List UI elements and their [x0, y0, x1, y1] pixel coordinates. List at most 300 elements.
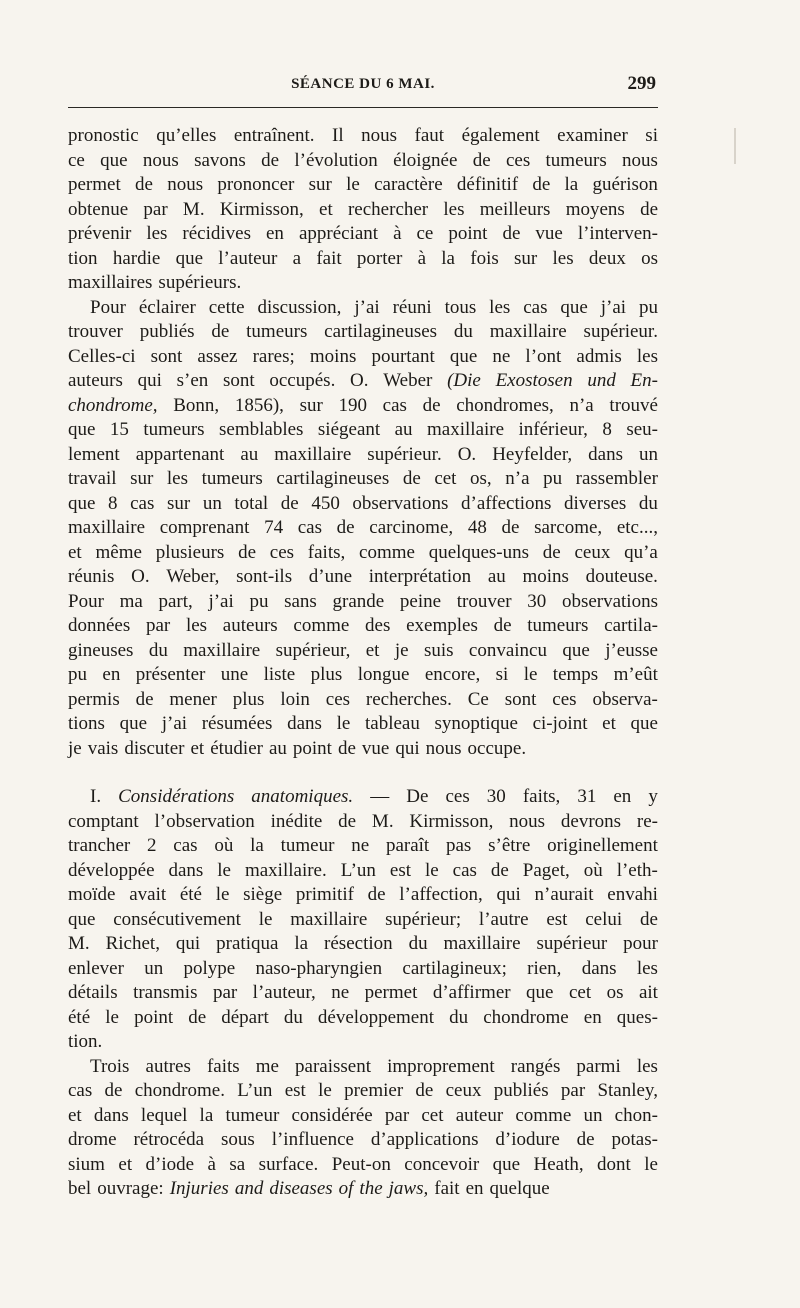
word: porter — [356, 247, 403, 269]
word: moins — [309, 345, 357, 367]
word: point — [448, 223, 488, 244]
word: supérieur. — [367, 443, 442, 465]
word: sur — [514, 247, 538, 269]
word: permet — [364, 982, 418, 1003]
word: présenter — [135, 664, 206, 685]
word: tumeurs — [527, 615, 589, 636]
word: de — [415, 1080, 434, 1101]
word: le — [105, 1006, 119, 1028]
word: cartilagineuses — [276, 468, 390, 489]
word: En- — [630, 370, 658, 391]
text-line — [68, 516, 658, 541]
word: de — [188, 1006, 207, 1028]
paragraph — [68, 1055, 658, 1202]
word: sur — [308, 174, 332, 195]
text-line — [68, 1177, 658, 1202]
word: du — [408, 933, 428, 954]
word: O. — [350, 370, 369, 391]
word: rétrocéda — [133, 1129, 205, 1150]
word: originellement — [547, 835, 658, 856]
word: improprement — [387, 1055, 495, 1077]
word: Trois — [90, 1055, 130, 1077]
word: publiés — [139, 321, 195, 342]
word: je — [394, 639, 409, 661]
word: examiner — [557, 125, 628, 146]
word: de — [501, 517, 520, 538]
word: anatomiques. — [251, 786, 354, 807]
word: du — [148, 639, 168, 661]
word: et — [190, 737, 205, 759]
word: parmi — [576, 1055, 621, 1077]
text-line — [68, 1006, 658, 1031]
word: est — [284, 1080, 306, 1101]
word: cartilagineuses — [324, 321, 438, 342]
word: peine — [399, 590, 442, 612]
word: de — [640, 198, 658, 220]
word: résumées — [201, 713, 273, 734]
word: a — [292, 247, 302, 269]
text-line — [68, 785, 658, 810]
word: été — [68, 1006, 91, 1028]
word: hardie — [112, 247, 161, 269]
word: occupe. — [467, 737, 527, 759]
word: du — [453, 321, 473, 342]
word: auteurs — [68, 370, 123, 391]
word: auteur — [455, 1104, 504, 1126]
word: d’affirmer — [432, 982, 511, 1003]
word: maxillaires — [68, 272, 153, 293]
word: nous — [425, 737, 462, 759]
paragraph-gap — [68, 761, 658, 785]
word: observations — [561, 590, 658, 612]
word: été — [179, 884, 202, 905]
word: au — [240, 443, 259, 465]
word: supérieur; — [385, 908, 462, 930]
word: Stanley, — [597, 1080, 658, 1101]
word: Peut-on — [331, 1153, 391, 1175]
word: l’eth- — [616, 859, 658, 881]
word: de — [402, 468, 421, 489]
word: maxillaire — [427, 419, 505, 440]
word: permis — [68, 688, 120, 710]
word: observa- — [592, 688, 658, 710]
word: si — [495, 664, 509, 685]
word: de — [502, 223, 521, 244]
word: de — [490, 859, 509, 881]
word: diseases — [269, 1178, 333, 1199]
text-line — [68, 663, 658, 688]
word: par — [212, 982, 238, 1003]
word: discuter — [124, 737, 185, 759]
word: 30 — [527, 590, 547, 612]
word: faits, — [307, 541, 346, 563]
word: travail — [68, 468, 117, 489]
word: re- — [636, 810, 658, 832]
word: que — [562, 639, 590, 661]
word: en — [613, 786, 632, 807]
word: tumeurs — [246, 321, 308, 342]
text-line — [68, 198, 658, 223]
word: et — [68, 1104, 82, 1126]
word: tion. — [68, 1031, 103, 1052]
word: étudier — [210, 737, 263, 759]
word: rares; — [252, 345, 295, 367]
word: L’un — [237, 1080, 273, 1101]
word: de — [532, 174, 551, 195]
word: ma — [119, 590, 143, 612]
word: point — [134, 1006, 174, 1028]
word: éclairer — [138, 296, 196, 318]
word: tous — [444, 296, 477, 318]
word: s’être — [488, 835, 531, 856]
word: l’affection, — [399, 884, 483, 905]
text-line — [68, 590, 658, 615]
word: 8 — [602, 419, 612, 440]
word: sont — [222, 370, 255, 391]
word: rassembler — [575, 468, 658, 489]
word: les — [636, 345, 658, 367]
word: des — [365, 615, 391, 636]
text-line — [68, 834, 658, 859]
word: and — [234, 1178, 264, 1199]
word: ne — [331, 982, 350, 1003]
word: par — [143, 198, 168, 220]
word: dans — [93, 1104, 129, 1126]
word: tumeurs — [143, 419, 205, 440]
word: pas — [446, 835, 472, 856]
word: moyens — [565, 198, 625, 220]
word: mener — [169, 688, 217, 710]
word: les — [185, 615, 208, 636]
word: O. — [131, 566, 150, 587]
word: ces — [445, 786, 470, 807]
word: de — [104, 1080, 123, 1101]
word: trancher — [68, 835, 131, 856]
word: supérieur — [536, 933, 608, 954]
text-line — [68, 149, 658, 174]
text-line — [68, 394, 658, 419]
word: le — [318, 1080, 332, 1101]
word: Pour — [90, 296, 126, 318]
word: que — [175, 247, 204, 269]
word: Exostosen — [495, 370, 573, 391]
word: sont — [504, 688, 537, 710]
text-line — [68, 222, 658, 247]
word: comptant — [68, 810, 139, 832]
word: que — [630, 713, 658, 734]
word: vais — [87, 737, 119, 759]
text-line — [68, 320, 658, 345]
word: faut — [414, 125, 445, 146]
word: auteurs — [222, 615, 278, 636]
word: 74 — [264, 517, 284, 538]
word: 31 — [577, 786, 597, 807]
word: maxillaire — [274, 443, 352, 465]
word: si — [645, 125, 658, 146]
word: Celles-ci — [68, 345, 136, 367]
word: 190 — [338, 394, 367, 416]
word: données — [68, 615, 131, 636]
word: qui — [137, 370, 162, 391]
word: admis — [576, 345, 622, 367]
word: caractère — [374, 174, 443, 195]
word: qui — [496, 884, 521, 905]
word: l’auteur — [218, 247, 278, 269]
word: par — [145, 615, 171, 636]
word: total — [234, 492, 269, 514]
word: meilleurs — [479, 198, 551, 220]
word: liste — [263, 664, 296, 685]
word: les — [636, 957, 658, 979]
word: de — [338, 810, 357, 832]
page-number: 299 — [627, 73, 656, 94]
word: faits, — [522, 786, 561, 807]
word: j’ai — [208, 590, 234, 612]
word: quelques-uns — [428, 541, 529, 563]
word: savons — [194, 149, 246, 171]
word: consécutivement — [113, 908, 241, 930]
word: la — [564, 174, 579, 195]
text-line — [68, 369, 658, 394]
word: les — [489, 296, 511, 318]
word: polype — [183, 957, 236, 979]
word: qu’elles — [156, 125, 217, 146]
word: synoptique — [434, 713, 518, 734]
word: cet — [421, 1104, 444, 1126]
word: dans — [581, 957, 617, 979]
word: dont — [597, 1153, 631, 1175]
word: tableau — [365, 713, 420, 734]
word: l’observation — [154, 810, 255, 832]
word: du — [638, 492, 658, 514]
text-line — [68, 565, 658, 590]
word: cas — [297, 517, 322, 538]
word: de — [261, 149, 280, 171]
word: les — [552, 247, 574, 269]
word: le — [215, 884, 230, 905]
word: résection — [324, 933, 393, 954]
word: premier — [344, 1080, 404, 1101]
word: os — [606, 982, 624, 1003]
paragraph — [68, 785, 658, 1055]
word: loin — [280, 688, 310, 710]
word: Richet, — [105, 933, 160, 954]
word: ce — [68, 149, 85, 171]
word: comme — [293, 615, 350, 636]
word: supérieur, — [275, 639, 351, 661]
word: plus — [310, 664, 343, 685]
word: fois — [470, 247, 499, 269]
text-line — [68, 124, 658, 149]
word: drome — [68, 1129, 117, 1150]
word: cet — [434, 468, 457, 489]
word: cas — [452, 859, 477, 881]
word: n’a — [569, 394, 594, 416]
text-line — [68, 712, 658, 737]
word: primitif — [295, 884, 354, 905]
word: pratiqua — [216, 933, 279, 954]
word: du — [449, 1006, 469, 1028]
word: ceux — [445, 1080, 482, 1101]
word: paraissent — [295, 1055, 371, 1077]
word: Kirmisson, — [409, 810, 494, 832]
word: longue — [357, 664, 410, 685]
word: maxillaire. — [244, 859, 327, 881]
word: paraît — [385, 835, 430, 856]
word: développée — [68, 859, 155, 881]
word: avait — [129, 884, 167, 905]
word: ouvrage: — [97, 1178, 164, 1199]
word: et — [68, 541, 82, 563]
word: Ce — [467, 688, 489, 710]
word: de — [472, 149, 491, 171]
word: lement — [68, 443, 120, 465]
word: les — [443, 198, 465, 220]
word: M. — [68, 933, 90, 954]
word: sans — [284, 590, 317, 612]
text-line — [68, 467, 658, 492]
running-head — [68, 73, 658, 98]
word: de — [422, 394, 441, 416]
word: 30 — [486, 786, 506, 807]
word: par — [560, 1080, 586, 1101]
word: rechercher — [347, 198, 429, 220]
word: celui — [585, 908, 623, 930]
word: pour — [623, 933, 658, 954]
word: la — [250, 835, 264, 856]
word: De — [406, 786, 429, 807]
word: et — [365, 639, 380, 661]
word: cas — [130, 492, 155, 514]
word: sont-ils — [236, 566, 293, 587]
word: vue — [361, 737, 390, 759]
word: rangés — [510, 1055, 561, 1077]
word: sous — [221, 1129, 255, 1150]
word: tion — [68, 247, 98, 269]
word: cet — [568, 982, 592, 1003]
word: sont — [150, 345, 183, 367]
word: dans — [168, 859, 204, 881]
word: ques- — [616, 1006, 658, 1028]
word: est — [389, 859, 411, 881]
word: Bonn, — [173, 394, 220, 416]
word: que — [449, 345, 478, 367]
word: suis — [423, 639, 454, 661]
word: n’a — [505, 468, 530, 489]
word: potas- — [611, 1129, 658, 1150]
word: os — [641, 247, 658, 269]
word: que — [68, 419, 96, 440]
word: un — [583, 1104, 603, 1126]
word: au — [394, 419, 413, 440]
word: un — [144, 957, 164, 979]
word: surface. — [258, 1153, 319, 1175]
word: récidives — [182, 223, 251, 244]
word: détails — [68, 982, 118, 1003]
text-line — [68, 345, 658, 370]
word: du — [283, 1006, 303, 1028]
word: occupés. — [269, 370, 336, 391]
word: prononcer — [217, 174, 295, 195]
word: devrons — [560, 810, 622, 832]
word: y — [648, 786, 658, 807]
word: chondrome — [483, 1006, 569, 1028]
word: diverses — [564, 492, 627, 514]
word: l’auteur, — [252, 982, 316, 1003]
word: par — [384, 1104, 410, 1126]
word: douteuse. — [585, 566, 658, 587]
word: de — [135, 174, 153, 195]
word: est — [546, 908, 568, 930]
word: etc..., — [616, 517, 658, 538]
word: chon- — [614, 1104, 658, 1126]
word: Pour — [68, 590, 104, 612]
paragraph — [68, 124, 658, 296]
word: sur — [166, 492, 191, 514]
word: 450 — [311, 492, 340, 514]
word: que — [119, 713, 148, 734]
word: carcinome, — [369, 517, 454, 538]
word: nous — [167, 174, 204, 195]
word: un — [202, 492, 222, 514]
word: maxillaire — [290, 908, 368, 930]
text-line — [68, 639, 658, 664]
word: exemples — [406, 615, 478, 636]
word: Weber — [383, 370, 433, 391]
word: même — [95, 541, 142, 563]
text-line — [68, 932, 658, 957]
word: permet — [68, 174, 121, 195]
word: qu’a — [624, 541, 658, 563]
word: pu — [543, 468, 563, 489]
word: inférieur, — [518, 419, 588, 440]
word: le — [424, 859, 439, 881]
word: à — [393, 223, 402, 244]
text-line — [68, 1030, 658, 1055]
word: fait — [316, 247, 342, 269]
word: les — [636, 1055, 658, 1077]
word: au — [487, 566, 506, 587]
word: concevoir — [404, 1153, 480, 1175]
word: me — [255, 1055, 279, 1077]
word: ne — [351, 835, 370, 856]
word: j’ai — [354, 296, 380, 318]
word: le — [644, 1153, 658, 1175]
word: de — [337, 737, 356, 759]
text-line — [68, 859, 658, 884]
margin-mark — [734, 128, 736, 164]
word: maxillaire — [489, 321, 567, 342]
word: à — [417, 247, 426, 269]
word: l’évolution — [294, 149, 378, 171]
word: sarcome, — [534, 517, 603, 538]
word: jaws, — [388, 1178, 429, 1199]
word: d’une — [308, 566, 353, 587]
word: à — [207, 1153, 216, 1175]
word: 1856), — [234, 394, 284, 416]
word: définitif — [456, 174, 519, 195]
word: pourtant — [371, 345, 435, 367]
word: dans — [588, 443, 623, 465]
word: maxillaire — [68, 517, 146, 538]
word: encore, — [424, 664, 481, 685]
header-rule — [68, 107, 658, 108]
word: la — [294, 933, 309, 954]
text-line — [68, 957, 658, 982]
word: au — [268, 737, 287, 759]
word: recherches. — [365, 688, 452, 710]
word: inédite — [270, 810, 323, 832]
